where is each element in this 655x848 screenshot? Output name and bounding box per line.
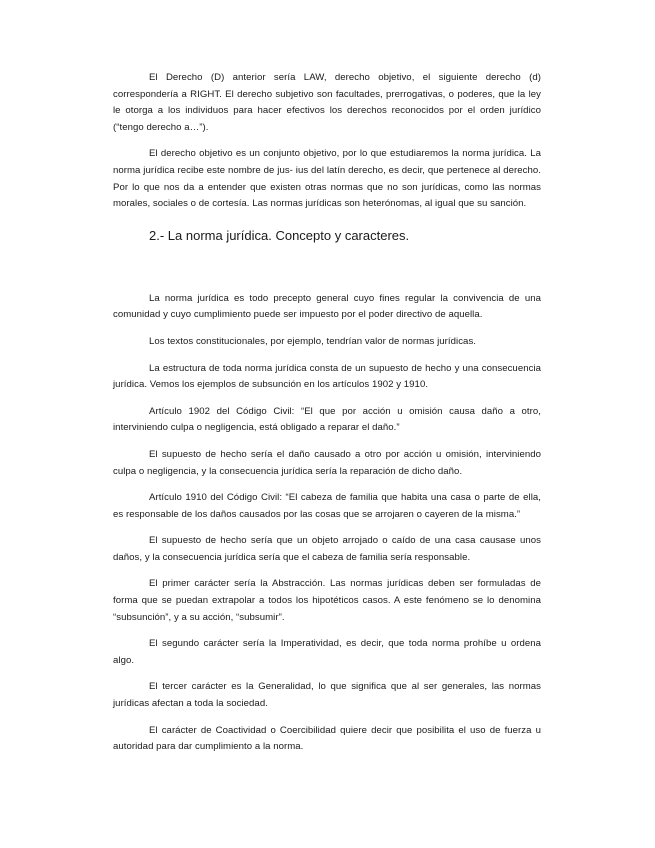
paragraph-derecho-objetivo-subjetivo: El Derecho (D) anterior sería LAW, derecho objetivo, el siguiente derecho (d) correspondería a RIGHT. El derecho subjetivo son facultades, prerrogativas, o poderes, que la ley le otorga a los individuos para hacer efectivos los derechos reconocidos por el orden jurídico (“tengo derecho a…”). [113,72,541,133]
paragraph-textos-constitucionales: Los textos constitucionales, por ejemplo, tendrían valor de normas jurídicas. [149,335,477,347]
paragraph-supuesto-1902: El supuesto de hecho sería el daño causado a otro por acción u omisión, interviniendo culpa o negligencia, y la consecuencia jurídica sería la reparación de dicho daño. [113,448,541,477]
section-heading: 2.- La norma jurídica. Concepto y caracteres. [149,227,410,243]
paragraph-estructura-norma: La estructura de toda norma jurídica consta de un supuesto de hecho y una consecuencia jurídica. Vemos los ejemplos de subsunción en los artículos 1902 y 1910. [113,362,541,391]
paragraph-coactividad: El carácter de Coactividad o Coercibilidad quiere decir que posibilita el uso de fuerza u autoridad para dar cumplimiento a la norma. [113,724,541,753]
paragraph-definicion-norma: La norma jurídica es todo precepto general cuyo fines regular la convivencia de una comunidad y cuyo cumplimiento puede ser impuesto por el poder directivo de aquella. [113,292,541,321]
paragraph-abstraccion: El primer carácter sería la Abstracción. Las normas jurídicas deben ser formuladas de forma que se puedan extrapolar a todos los hipotéticos casos. A este fenómeno se lo denomina “subsunción”, y a su acción, “subsumir”. [113,578,541,623]
paragraph-generalidad: El tercer carácter es la Generalidad, lo que significa que al ser generales, las normas jurídicas afectan a toda la sociedad. [113,681,541,710]
paragraph-articulo-1902: Artículo 1902 del Código Civil: “El que por acción u omisión causa daño a otro, interviniendo culpa o negligencia, está obligado a reparar el daño.” [113,405,541,434]
paragraph-derecho-objetivo: El derecho objetivo es un conjunto objetivo, por lo que estudiaremos la norma jurídica. La norma jurídica recibe este nombre de jus- ius del latín derecho, es decir, que pertenece al derecho. Por lo que nos da a entender que existen otras normas que no son jurídicas, como las normas morales, sociales o de cortesía. Las normas jurídicas son heterónomas, al igual que su sanción. [113,148,541,210]
paragraph-supuesto-1910: El supuesto de hecho sería que un objeto arrojado o caído de una casa causase unos daños, y la consecuencia jurídica sería que el cabeza de familia sería responsable. [113,535,541,563]
paragraph-imperatividad: El segundo carácter sería la Imperatividad, es decir, que toda norma prohíbe u ordena algo. [113,638,541,666]
document-body [113,70,541,756]
paragraph-articulo-1910: Artículo 1910 del Código Civil: “El cabeza de familia que habita una casa o parte de ella, es responsable de los daños causados por las cosas que se arrojaren o cayeren de la misma.” [113,492,541,520]
